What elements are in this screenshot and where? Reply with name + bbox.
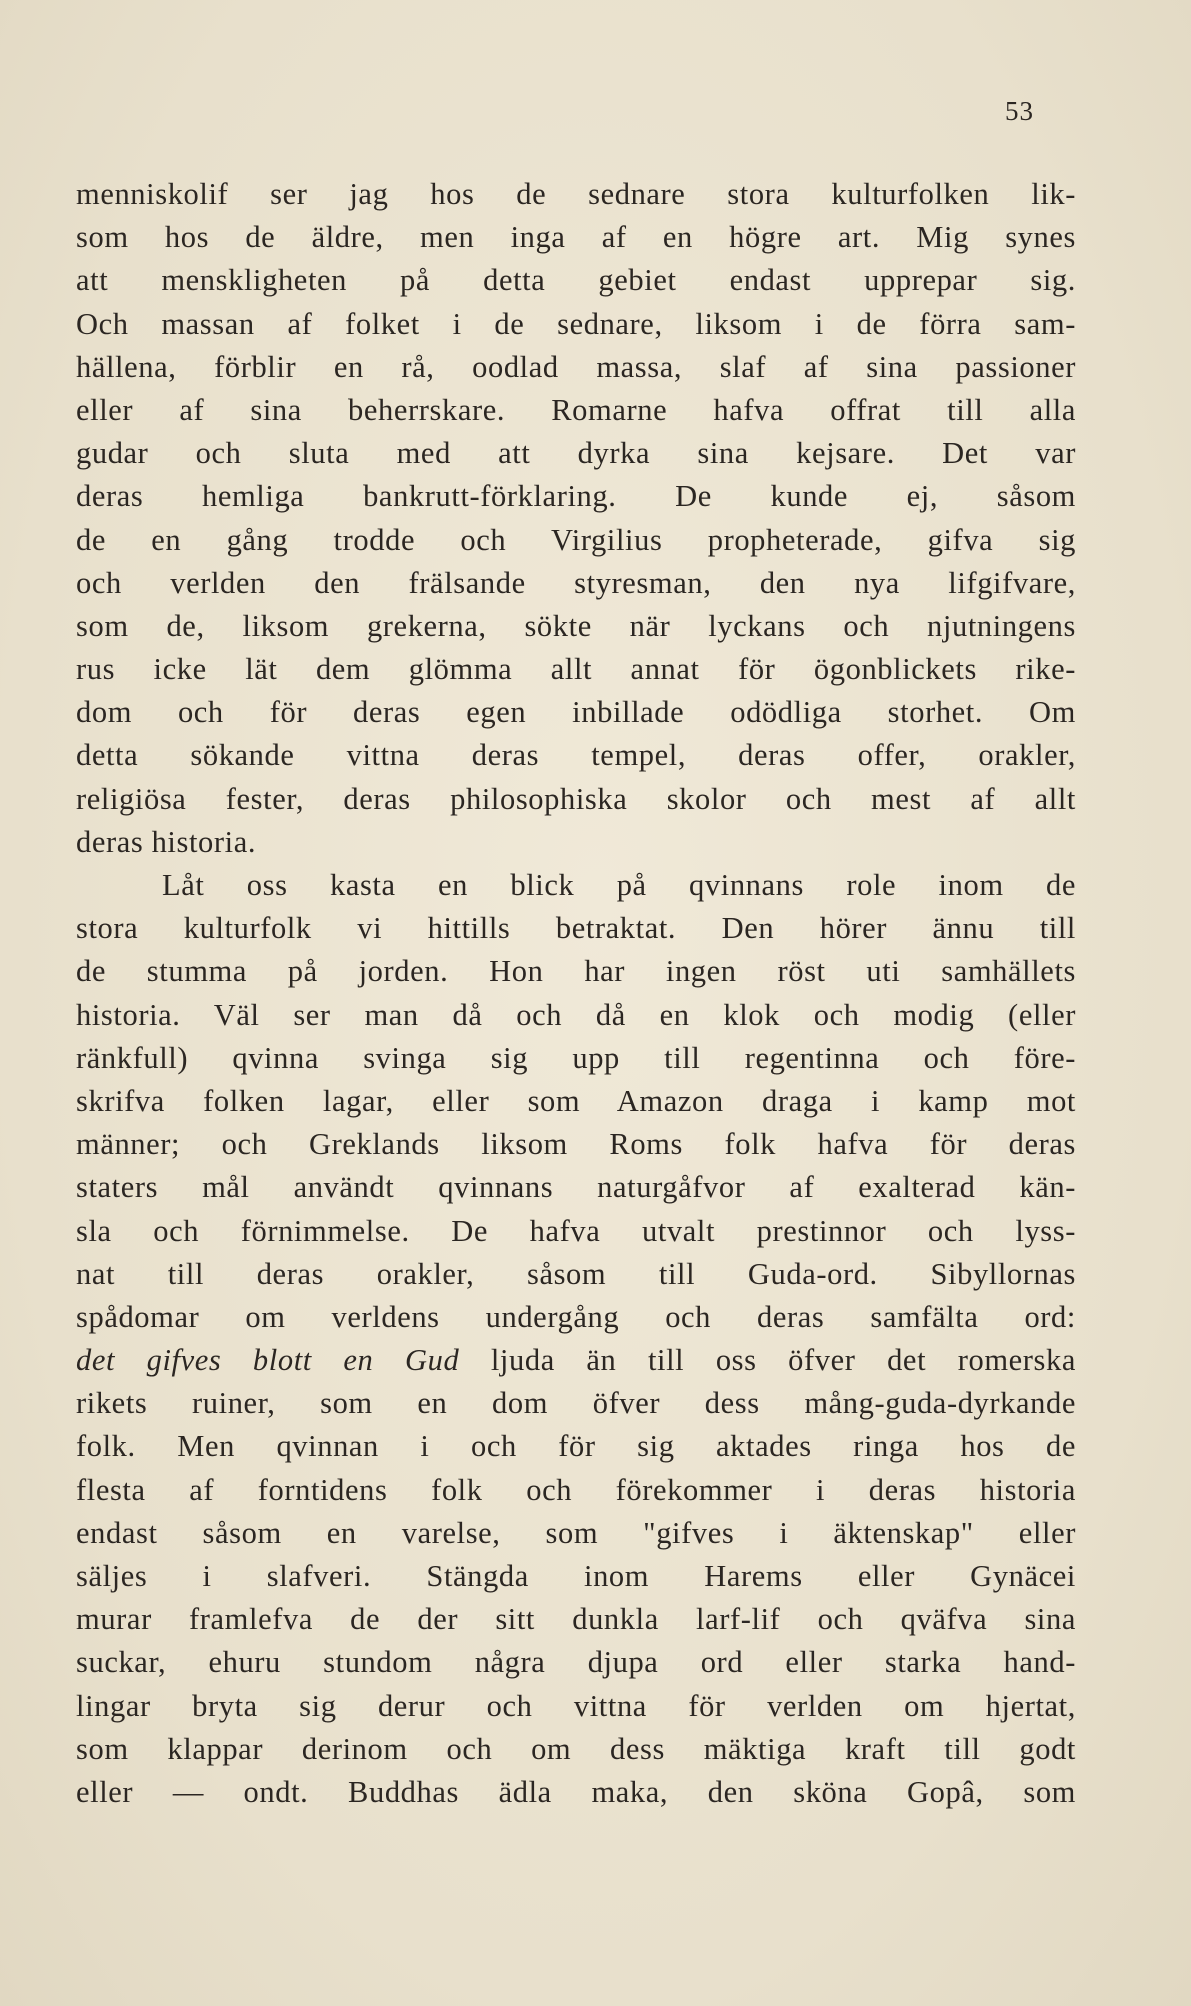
text-line: som hos de äldre, men inga af en högre art. Mig synes	[76, 220, 1076, 255]
text-line: deras hemliga bankrutt-förklaring. De kunde ej, såsom	[76, 479, 1076, 514]
paragraph-2	[76, 864, 1076, 1814]
text-line: spådomar om verldens undergång och deras samfälta ord:	[76, 1299, 1076, 1334]
text-line: som de, liksom grekerna, sökte när lyckans och njutningens	[76, 608, 1076, 643]
text-line: männer; och Greklands liksom Roms folk hafva för deras	[76, 1127, 1076, 1162]
text-line: menniskolif ser jag hos de sednare stora kulturfolken lik-	[76, 177, 1076, 211]
text-line: murar framlefva de der sitt dunkla larf-lif och qväfva sina	[76, 1602, 1076, 1637]
text-line: rikets ruiner, som en dom öfver dess mång-guda-dyrkande	[76, 1386, 1076, 1421]
text-line: och verlden den frälsande styresman, den nya lifgifvare,	[76, 565, 1076, 600]
text-line: endast såsom en varelse, som "gifves i äktenskap" eller	[76, 1515, 1076, 1550]
text-line: folk. Men qvinnan i och för sig aktades ringa hos de	[76, 1429, 1076, 1464]
body-text	[76, 173, 1076, 1814]
text-line: rus icke lät dem glömma allt annat för ögonblickets rike-	[76, 652, 1076, 687]
text-line: skrifva folken lagar, eller som Amazon draga i kamp mot	[76, 1083, 1076, 1118]
text-line: hällena, förblir en rå, oodlad massa, slaf af sina passioner	[76, 349, 1076, 384]
text-line: eller af sina beherrskare. Romarne hafva offrat till alla	[76, 392, 1076, 427]
text-line: lingar bryta sig derur och vittna för verlden om hjertat,	[76, 1688, 1076, 1723]
text-line: de en gång trodde och Virgilius propheterade, gifva sig	[76, 522, 1076, 557]
text-line: suckar, ehuru stundom några djupa ord eller starka hand-	[76, 1645, 1076, 1680]
text-line: de stumma på jorden. Hon har ingen röst uti samhällets	[76, 954, 1076, 989]
text-line: historia. Väl ser man då och då en klok och modig (eller	[76, 997, 1076, 1032]
text-line: dom och för deras egen inbillade odödliga storhet. Om	[76, 695, 1076, 730]
text-line: sla och förnimmelse. De hafva utvalt prestinnor och lyss-	[76, 1213, 1076, 1248]
paragraph-1	[76, 173, 1076, 864]
text-line: religiösa fester, deras philosophiska skolor och mest af allt	[76, 781, 1076, 816]
text-line: gudar och sluta med att dyrka sina kejsare. Det var	[76, 436, 1076, 471]
text-line: staters mål användt qvinnans naturgåfvor af exalterad kän-	[76, 1170, 1076, 1205]
text-line: som klappar derinom och om dess mäktiga kraft till godt	[76, 1731, 1076, 1766]
italic-line-rest: ljuda än till oss öfver det romerska	[459, 1343, 1076, 1378]
text-line: Och massan af folket i de sednare, liksom i de förra sam-	[76, 306, 1076, 341]
text-line: stora kulturfolk vi hittills betraktat. Den hörer ännu till	[76, 911, 1076, 946]
text-line: säljes i slafveri. Stängda inom Harems eller Gynäcei	[76, 1559, 1076, 1593]
text-line: flesta af forntidens folk och förekommer i deras historia	[76, 1472, 1076, 1507]
text-line: detta sökande vittna deras tempel, deras offer, orakler,	[76, 738, 1076, 773]
text-line: nat till deras orakler, såsom till Guda-ord. Sibyllornas	[76, 1256, 1076, 1291]
page-number: 53	[1005, 96, 1034, 126]
text-line-italic	[76, 1339, 1076, 1382]
text-line: deras historia.	[76, 824, 257, 859]
text-line: ränkfull) qvinna svinga sig upp till regentinna och före-	[76, 1040, 1076, 1075]
text-line: att menskligheten på detta gebiet endast upprepar sig.	[76, 263, 1076, 298]
text-line: Låt oss kasta en blick på qvinnans role inom de	[162, 868, 1076, 902]
text-line: eller — ondt. Buddhas ädla maka, den sköna Gopâ, som	[76, 1774, 1076, 1809]
italic-phrase: det gifves blott en Gud	[76, 1343, 460, 1378]
